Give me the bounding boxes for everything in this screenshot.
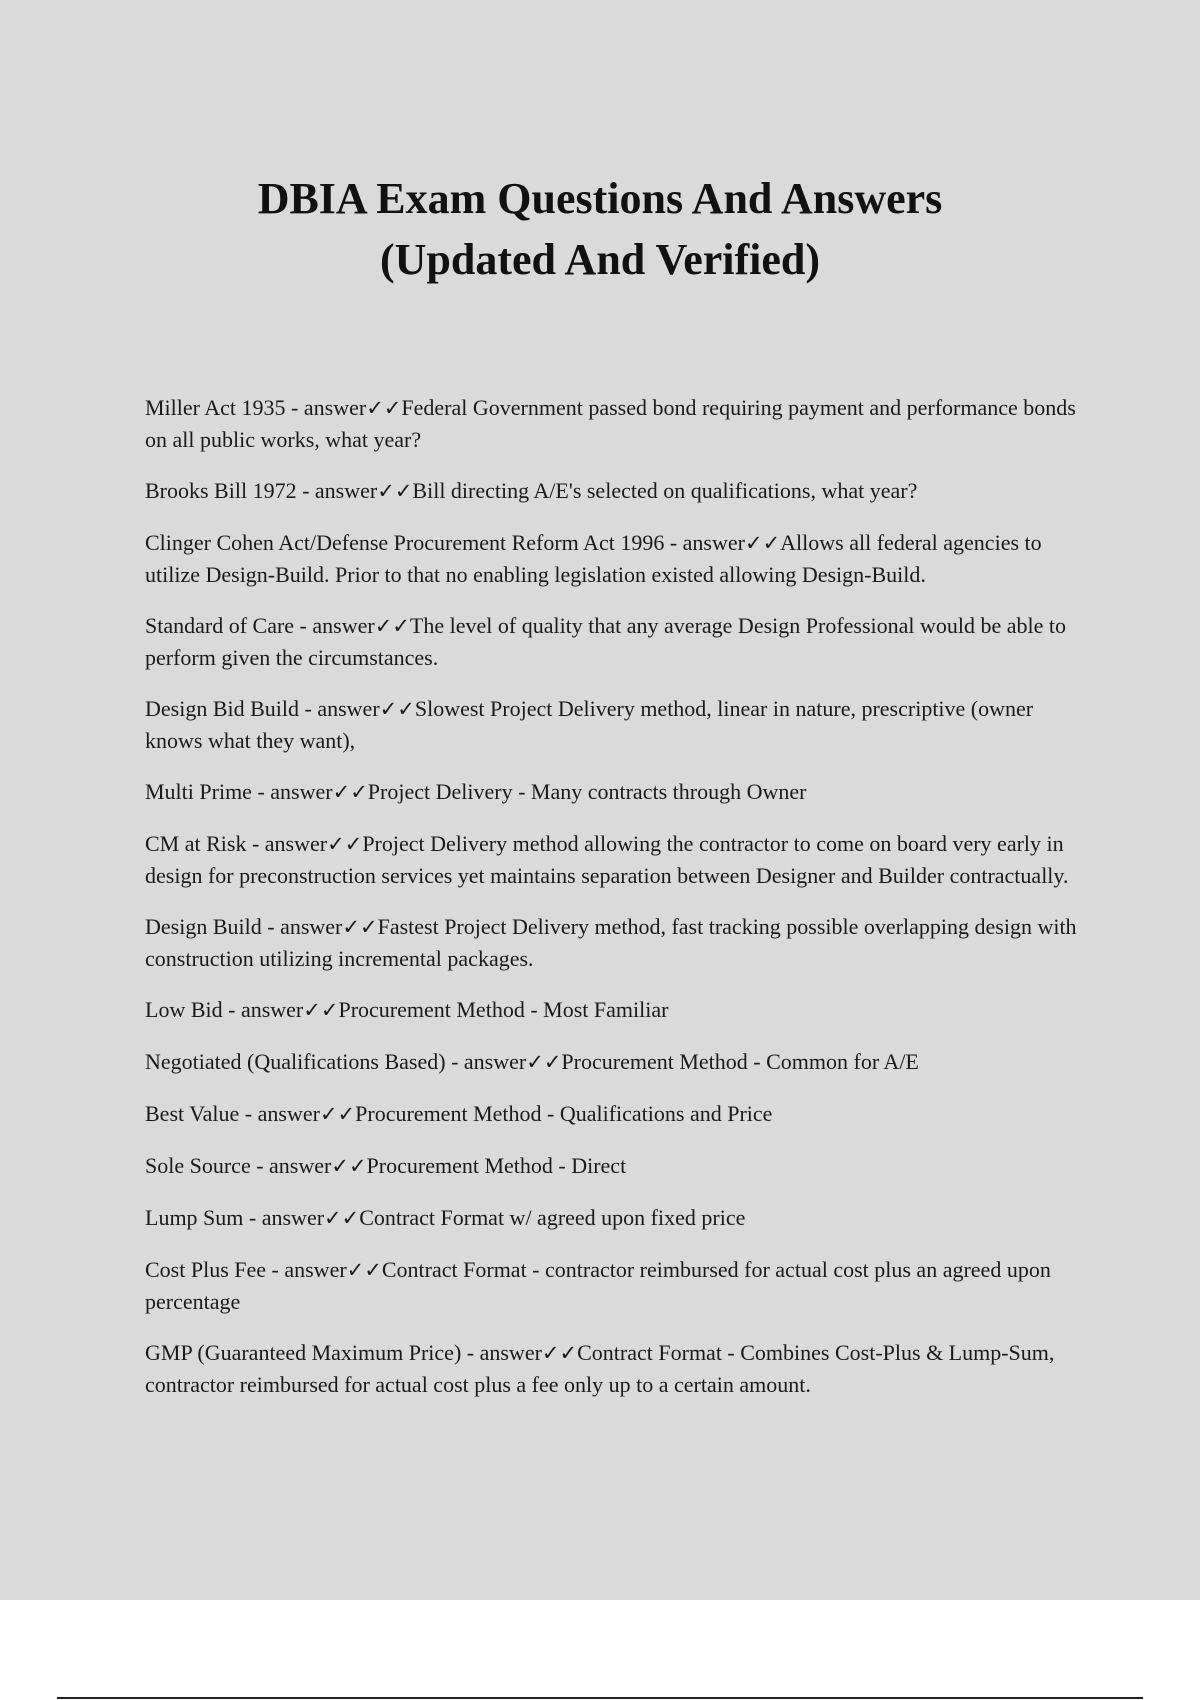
entry-answer-label: answer bbox=[280, 914, 343, 939]
entry-term: Design Bid Build - bbox=[145, 696, 318, 721]
entry-definition: Bill directing A/E's selected on qualifications, what year? bbox=[412, 478, 918, 503]
double-check-icon: ✓✓ bbox=[346, 1258, 382, 1282]
qa-entry bbox=[145, 475, 1095, 507]
title-line-1: DBIA Exam Questions And Answers bbox=[257, 174, 943, 223]
entry-term: Negotiated (Qualifications Based) - bbox=[145, 1049, 464, 1074]
entry-definition: Project Delivery method allowing the contractor to come on board very early in design for preconstruction services yet maintains separation between Designer and Builder contractually. bbox=[145, 831, 1069, 888]
entry-definition: Fastest Project Delivery method, fast tracking possible overlapping design with construction utilizing incremental packages. bbox=[145, 914, 1077, 971]
double-check-icon: ✓✓ bbox=[327, 832, 363, 856]
entry-term: GMP (Guaranteed Maximum Price) - bbox=[145, 1340, 480, 1365]
entry-definition: Federal Government passed bond requiring payment and performance bonds on all public works, what year? bbox=[145, 395, 1076, 452]
footer-divider bbox=[57, 1697, 1143, 1699]
entry-term: Best Value - bbox=[145, 1101, 258, 1126]
entry-answer-label: answer bbox=[264, 831, 328, 856]
double-check-icon: ✓✓ bbox=[374, 614, 410, 638]
double-check-icon: ✓✓ bbox=[319, 1102, 356, 1126]
double-check-icon: ✓✓ bbox=[744, 531, 781, 555]
entry-definition: Slowest Project Delivery method, linear in nature, prescriptive (owner knows what they want), bbox=[145, 696, 1034, 753]
qa-list bbox=[145, 392, 1095, 1420]
entry-term: CM at Risk - bbox=[145, 831, 265, 856]
entry-definition: Contract Format w/ agreed upon fixed price bbox=[359, 1205, 746, 1230]
qa-entry bbox=[145, 994, 1095, 1026]
entry-answer-label: answer bbox=[240, 997, 304, 1022]
entry-answer-label: answer bbox=[257, 1101, 320, 1126]
qa-entry bbox=[145, 1254, 1095, 1317]
double-check-icon: ✓✓ bbox=[332, 780, 368, 804]
qa-entry bbox=[145, 1337, 1095, 1400]
entry-definition: Procurement Method - Direct bbox=[366, 1153, 627, 1178]
entry-term: Cost Plus Fee - bbox=[145, 1257, 285, 1282]
entry-answer-label: answer bbox=[463, 1049, 527, 1074]
entry-term: Clinger Cohen Act/Defense Procurement Reform Act 1996 - bbox=[145, 530, 683, 555]
entry-answer-label: answer bbox=[261, 1205, 325, 1230]
qa-entry bbox=[145, 1098, 1095, 1130]
qa-entry bbox=[145, 693, 1095, 756]
title-line-2: (Updated And Verified) bbox=[379, 235, 821, 284]
entry-answer-label: answer bbox=[303, 395, 367, 420]
entry-definition: Procurement Method - Qualifications and Price bbox=[355, 1101, 773, 1126]
qa-entry bbox=[145, 1046, 1095, 1078]
qa-entry bbox=[145, 392, 1095, 455]
qa-entry bbox=[145, 527, 1095, 590]
entry-term: Standard of Care - bbox=[145, 613, 313, 638]
entry-answer-label: answer bbox=[317, 696, 380, 721]
entry-answer-label: answer bbox=[314, 478, 378, 503]
qa-entry bbox=[145, 1202, 1095, 1234]
entry-answer-label: answer bbox=[284, 1257, 347, 1282]
double-check-icon: ✓✓ bbox=[377, 479, 413, 503]
entry-term: Brooks Bill 1972 - bbox=[145, 478, 315, 503]
entry-definition: The level of quality that any average Design Professional would be able to perform given the circumstances. bbox=[145, 613, 1067, 670]
qa-entry bbox=[145, 911, 1095, 974]
entry-answer-label: answer bbox=[270, 779, 333, 804]
entry-answer-label: answer bbox=[682, 530, 745, 555]
double-check-icon: ✓✓ bbox=[379, 697, 415, 721]
entry-term: Design Build - bbox=[145, 914, 281, 939]
entry-definition: Procurement Method - Common for A/E bbox=[561, 1049, 919, 1074]
double-check-icon: ✓✓ bbox=[324, 1206, 360, 1230]
entry-term: Multi Prime - bbox=[145, 779, 271, 804]
entry-term: Miller Act 1935 - bbox=[145, 395, 304, 420]
entry-definition: Contract Format - contractor reimbursed for actual cost plus an agreed upon percentage bbox=[145, 1257, 1051, 1314]
double-check-icon: ✓✓ bbox=[342, 915, 378, 939]
double-check-icon: ✓✓ bbox=[303, 998, 339, 1022]
double-check-icon: ✓✓ bbox=[541, 1341, 578, 1365]
entry-definition: Contract Format - Combines Cost-Plus & Lump-Sum, contractor reimbursed for actual cost plus a fee only up to a certain amount. bbox=[145, 1340, 1055, 1397]
qa-entry bbox=[145, 828, 1095, 891]
entry-term: Low Bid - bbox=[145, 997, 241, 1022]
entry-answer-label: answer bbox=[479, 1340, 542, 1365]
double-check-icon: ✓✓ bbox=[331, 1154, 367, 1178]
entry-answer-label: answer bbox=[269, 1153, 332, 1178]
double-check-icon: ✓✓ bbox=[526, 1050, 562, 1074]
entry-definition: Procurement Method - Most Familiar bbox=[338, 997, 669, 1022]
entry-answer-label: answer bbox=[312, 613, 375, 638]
entry-term: Lump Sum - bbox=[145, 1205, 262, 1230]
entry-definition: Allows all federal agencies to utilize Design-Build. Prior to that no enabling legislation existed allowing Design-Build. bbox=[145, 530, 1042, 587]
qa-entry bbox=[145, 1150, 1095, 1182]
qa-entry bbox=[145, 610, 1095, 673]
document-title bbox=[0, 168, 1200, 290]
entry-definition: Project Delivery - Many contracts through Owner bbox=[367, 779, 807, 804]
double-check-icon: ✓✓ bbox=[366, 396, 402, 420]
qa-entry bbox=[145, 776, 1095, 808]
entry-term: Sole Source - bbox=[145, 1153, 270, 1178]
